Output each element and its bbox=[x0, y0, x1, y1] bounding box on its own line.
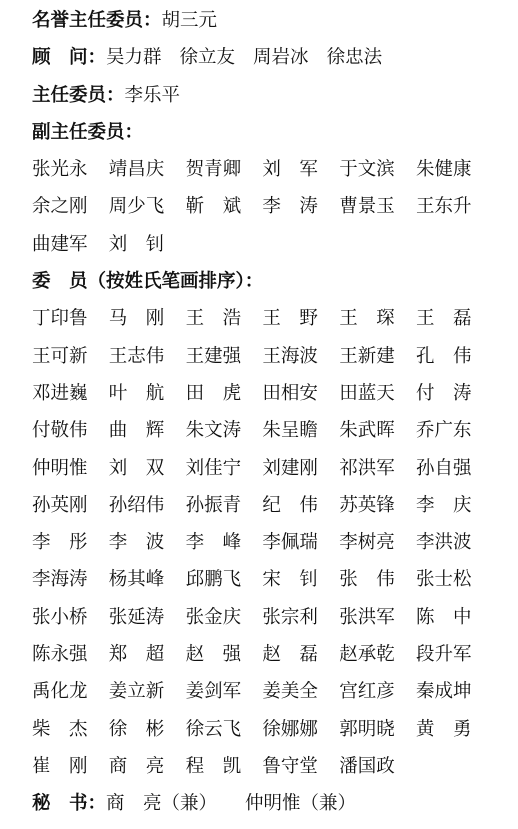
person-name: 崔 刚 bbox=[32, 755, 88, 777]
person-name: 李海涛 bbox=[32, 569, 88, 591]
person-name: 马 刚 bbox=[108, 308, 165, 330]
vice-director-row bbox=[32, 226, 518, 263]
person-name: 纪 伟 bbox=[262, 494, 318, 516]
person-name: 刘佳宁 bbox=[185, 457, 242, 479]
person-name: 邓进巍 bbox=[32, 382, 88, 404]
advisors-label: 顾 问： bbox=[32, 47, 107, 69]
person-name: 李 涛 bbox=[262, 196, 318, 218]
person-name: 李 庆 bbox=[415, 494, 472, 516]
member-row bbox=[32, 487, 518, 524]
person-name: 付 涛 bbox=[415, 382, 472, 404]
person-name: 李 波 bbox=[108, 532, 165, 554]
person-name: 王 野 bbox=[262, 308, 318, 330]
secretary-label: 秘 书： bbox=[32, 793, 107, 815]
person-name: 李佩瑞 bbox=[262, 532, 318, 554]
person-name: 靖昌庆 bbox=[108, 159, 165, 181]
secretary-names bbox=[106, 793, 384, 814]
person-name: 祁洪军 bbox=[339, 457, 395, 479]
person-name: 王 琛 bbox=[339, 308, 395, 330]
person-name: 叶 航 bbox=[108, 382, 165, 404]
advisor-name: 徐立友 bbox=[179, 47, 236, 69]
person-name: 郑 超 bbox=[108, 644, 165, 666]
person-name: 郭明晓 bbox=[339, 718, 395, 740]
member-row bbox=[32, 412, 518, 449]
person-name: 李 峰 bbox=[185, 532, 242, 554]
person-name: 孙英刚 bbox=[32, 494, 88, 516]
person-name: 张光永 bbox=[32, 159, 88, 181]
person-name: 李洪波 bbox=[415, 532, 472, 554]
member-row bbox=[32, 450, 518, 487]
member-row bbox=[32, 711, 518, 748]
person-name: 付敬伟 bbox=[32, 420, 88, 442]
person-name: 张洪军 bbox=[339, 606, 395, 628]
person-name: 刘建刚 bbox=[262, 457, 318, 479]
person-name: 赵 强 bbox=[185, 644, 242, 666]
members-heading bbox=[32, 263, 518, 300]
director-name: 李乐平 bbox=[124, 84, 181, 106]
vice-director-row bbox=[32, 188, 518, 225]
person-name: 赵 磊 bbox=[262, 644, 318, 666]
person-name: 曲建军 bbox=[32, 233, 88, 255]
person-name: 姜剑军 bbox=[185, 681, 242, 703]
person-name: 田 虎 bbox=[185, 382, 242, 404]
person-name: 邱鹏飞 bbox=[185, 569, 242, 591]
member-row bbox=[32, 300, 518, 337]
members-list bbox=[0, 300, 518, 785]
person-name: 孔 伟 bbox=[415, 345, 472, 367]
person-name: 孙自强 bbox=[415, 457, 472, 479]
person-name: 靳 斌 bbox=[185, 196, 242, 218]
person-name: 朱健康 bbox=[415, 159, 472, 181]
member-row bbox=[32, 375, 518, 412]
secretary-name: 仲明惟（兼） bbox=[245, 793, 357, 815]
person-name: 王志伟 bbox=[108, 345, 165, 367]
member-row bbox=[32, 748, 518, 785]
person-name: 柴 杰 bbox=[32, 718, 88, 740]
member-row bbox=[32, 673, 518, 710]
person-name: 王可新 bbox=[32, 345, 88, 367]
vice-director-row bbox=[32, 151, 518, 188]
secretary-line bbox=[32, 785, 518, 822]
person-name: 刘 军 bbox=[262, 159, 318, 181]
advisors-names bbox=[106, 47, 400, 68]
person-name: 段升军 bbox=[415, 644, 472, 666]
person-name: 李 彤 bbox=[32, 532, 88, 554]
person-name: 姜美全 bbox=[262, 681, 318, 703]
person-name: 张延涛 bbox=[108, 606, 165, 628]
person-name: 刘 双 bbox=[108, 457, 165, 479]
person-name: 于文滨 bbox=[339, 159, 395, 181]
person-name: 朱文涛 bbox=[185, 420, 242, 442]
person-name: 仲明惟 bbox=[32, 457, 88, 479]
director-line bbox=[32, 77, 518, 114]
vice-directors-heading bbox=[32, 114, 518, 151]
person-name: 苏英锋 bbox=[339, 494, 395, 516]
person-name: 黄 勇 bbox=[415, 718, 472, 740]
director-label: 主任委员： bbox=[32, 84, 125, 106]
person-name: 曲 辉 bbox=[108, 420, 165, 442]
person-name: 乔广东 bbox=[415, 420, 472, 442]
person-name: 徐娜娜 bbox=[262, 718, 318, 740]
advisor-name: 周岩冰 bbox=[253, 47, 309, 69]
person-name: 陈 中 bbox=[415, 606, 472, 628]
person-name: 李树亮 bbox=[339, 532, 395, 554]
honorary-director-name: 胡三元 bbox=[161, 10, 218, 31]
person-name: 周少飞 bbox=[108, 196, 165, 218]
advisors-line bbox=[32, 39, 518, 76]
person-name: 秦成坤 bbox=[415, 681, 472, 703]
person-name: 杨其峰 bbox=[108, 569, 165, 591]
person-name: 王东升 bbox=[415, 196, 472, 218]
advisor-name: 吴力群 bbox=[106, 47, 162, 69]
person-name: 朱武晖 bbox=[339, 420, 395, 442]
person-name: 贺青卿 bbox=[185, 159, 242, 181]
honorary-director-label: 名誉主任委员： bbox=[32, 10, 162, 31]
vice-directors-list bbox=[0, 151, 518, 263]
person-name: 陈永强 bbox=[32, 644, 88, 666]
person-name: 张宗利 bbox=[262, 606, 318, 628]
person-name: 孙振青 bbox=[185, 494, 242, 516]
person-name: 宫红彦 bbox=[339, 681, 395, 703]
person-name: 王 磊 bbox=[415, 308, 472, 330]
honorary-director-line bbox=[32, 2, 518, 39]
person-name: 田相安 bbox=[262, 382, 318, 404]
person-name: 姜立新 bbox=[108, 681, 165, 703]
person-name: 刘 钊 bbox=[108, 233, 165, 255]
person-name: 王新建 bbox=[339, 345, 395, 367]
secretary-name: 商 亮（兼） bbox=[106, 793, 218, 815]
person-name: 徐 彬 bbox=[108, 718, 165, 740]
member-row bbox=[32, 599, 518, 636]
person-name: 朱呈瞻 bbox=[262, 420, 318, 442]
person-name: 赵承乾 bbox=[339, 644, 395, 666]
person-name: 张 伟 bbox=[339, 569, 395, 591]
person-name: 王 浩 bbox=[185, 308, 242, 330]
person-name: 张金庆 bbox=[185, 606, 242, 628]
person-name: 王建强 bbox=[185, 345, 242, 367]
person-name: 田蓝天 bbox=[339, 382, 395, 404]
person-name: 张士松 bbox=[415, 569, 472, 591]
member-row bbox=[32, 338, 518, 375]
person-name: 程 凯 bbox=[185, 755, 242, 777]
person-name: 徐云飞 bbox=[185, 718, 242, 740]
person-name: 潘国政 bbox=[339, 755, 395, 777]
person-name: 丁印鲁 bbox=[32, 308, 88, 330]
member-row bbox=[32, 636, 518, 673]
person-name: 商 亮 bbox=[108, 755, 165, 777]
member-row bbox=[32, 524, 518, 561]
person-name: 禹化龙 bbox=[32, 681, 88, 703]
members-label: 委 员（按姓氏笔画排序）： bbox=[32, 271, 264, 293]
advisor-name: 徐忠法 bbox=[326, 47, 383, 69]
person-name: 余之刚 bbox=[32, 196, 88, 218]
person-name: 宋 钊 bbox=[262, 569, 318, 591]
person-name: 鲁守堂 bbox=[262, 755, 318, 777]
vice-directors-label: 副主任委员： bbox=[32, 121, 144, 143]
person-name: 张小桥 bbox=[32, 606, 88, 628]
member-row bbox=[32, 561, 518, 598]
person-name: 曹景玉 bbox=[339, 196, 395, 218]
person-name: 王海波 bbox=[262, 345, 318, 367]
person-name: 孙绍伟 bbox=[108, 494, 165, 516]
